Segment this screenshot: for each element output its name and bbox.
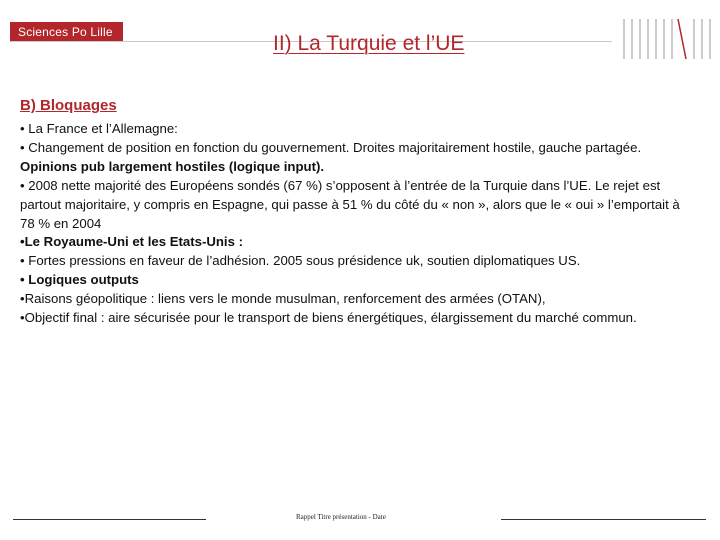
bullet-france-allemagne: • La France et l’Allemagne: <box>20 121 178 136</box>
bullet-text: • Changement de position en fonction du gouvernement. Droites majoritairement hostile, gauche partagée. <box>20 139 642 155</box>
bullet-2008-sondage: • 2008 nette majorité des Européens sondés (67 %) s’opposent à l’entrée de la Turquie dans l’UE. Le rejet est partout majoritaire, y compris en Espagne, qui passe à 51 % du côté du « non », alors que le « oui » l’emportait à 78 % en 2004 <box>20 177 680 231</box>
bullet-royaume-uni: •Le Royaume-Uni et les Etats-Unis : <box>20 234 243 250</box>
section-heading: B) Bloquages <box>20 97 117 114</box>
bullet-fortes-pressions: • Fortes pressions en faveur de l’adhésion. 2005 sous présidence uk, soutien diplomatiques US. <box>20 253 581 269</box>
bullet-objectif-final: •Objectif final : aire sécurisée pour le transport de biens énergétiques, élargissement du marché commun. <box>20 310 637 326</box>
decorative-bars-icon <box>622 19 714 63</box>
slide-title: II) La Turquie et l’UE <box>273 32 465 55</box>
bullet-raisons-geopolitique: •Raisons géopolitique : liens vers le monde musulman, renforcement des armées (OTAN), <box>20 291 546 307</box>
footer-rule-right <box>501 519 706 520</box>
logo-text: Sciences Po Lille <box>18 24 113 39</box>
slide-body <box>20 96 690 328</box>
bullet-logiques-outputs: • Logiques outputs <box>20 272 139 288</box>
bullet-changement-position <box>20 139 690 177</box>
sciences-po-lille-logo <box>10 22 123 41</box>
footer-rule-left <box>13 519 206 520</box>
footer-text: Rappel Titre présentation - Date <box>296 513 386 521</box>
bullet-bold-text: Opinions pub largement hostiles (logique input). <box>20 158 325 174</box>
